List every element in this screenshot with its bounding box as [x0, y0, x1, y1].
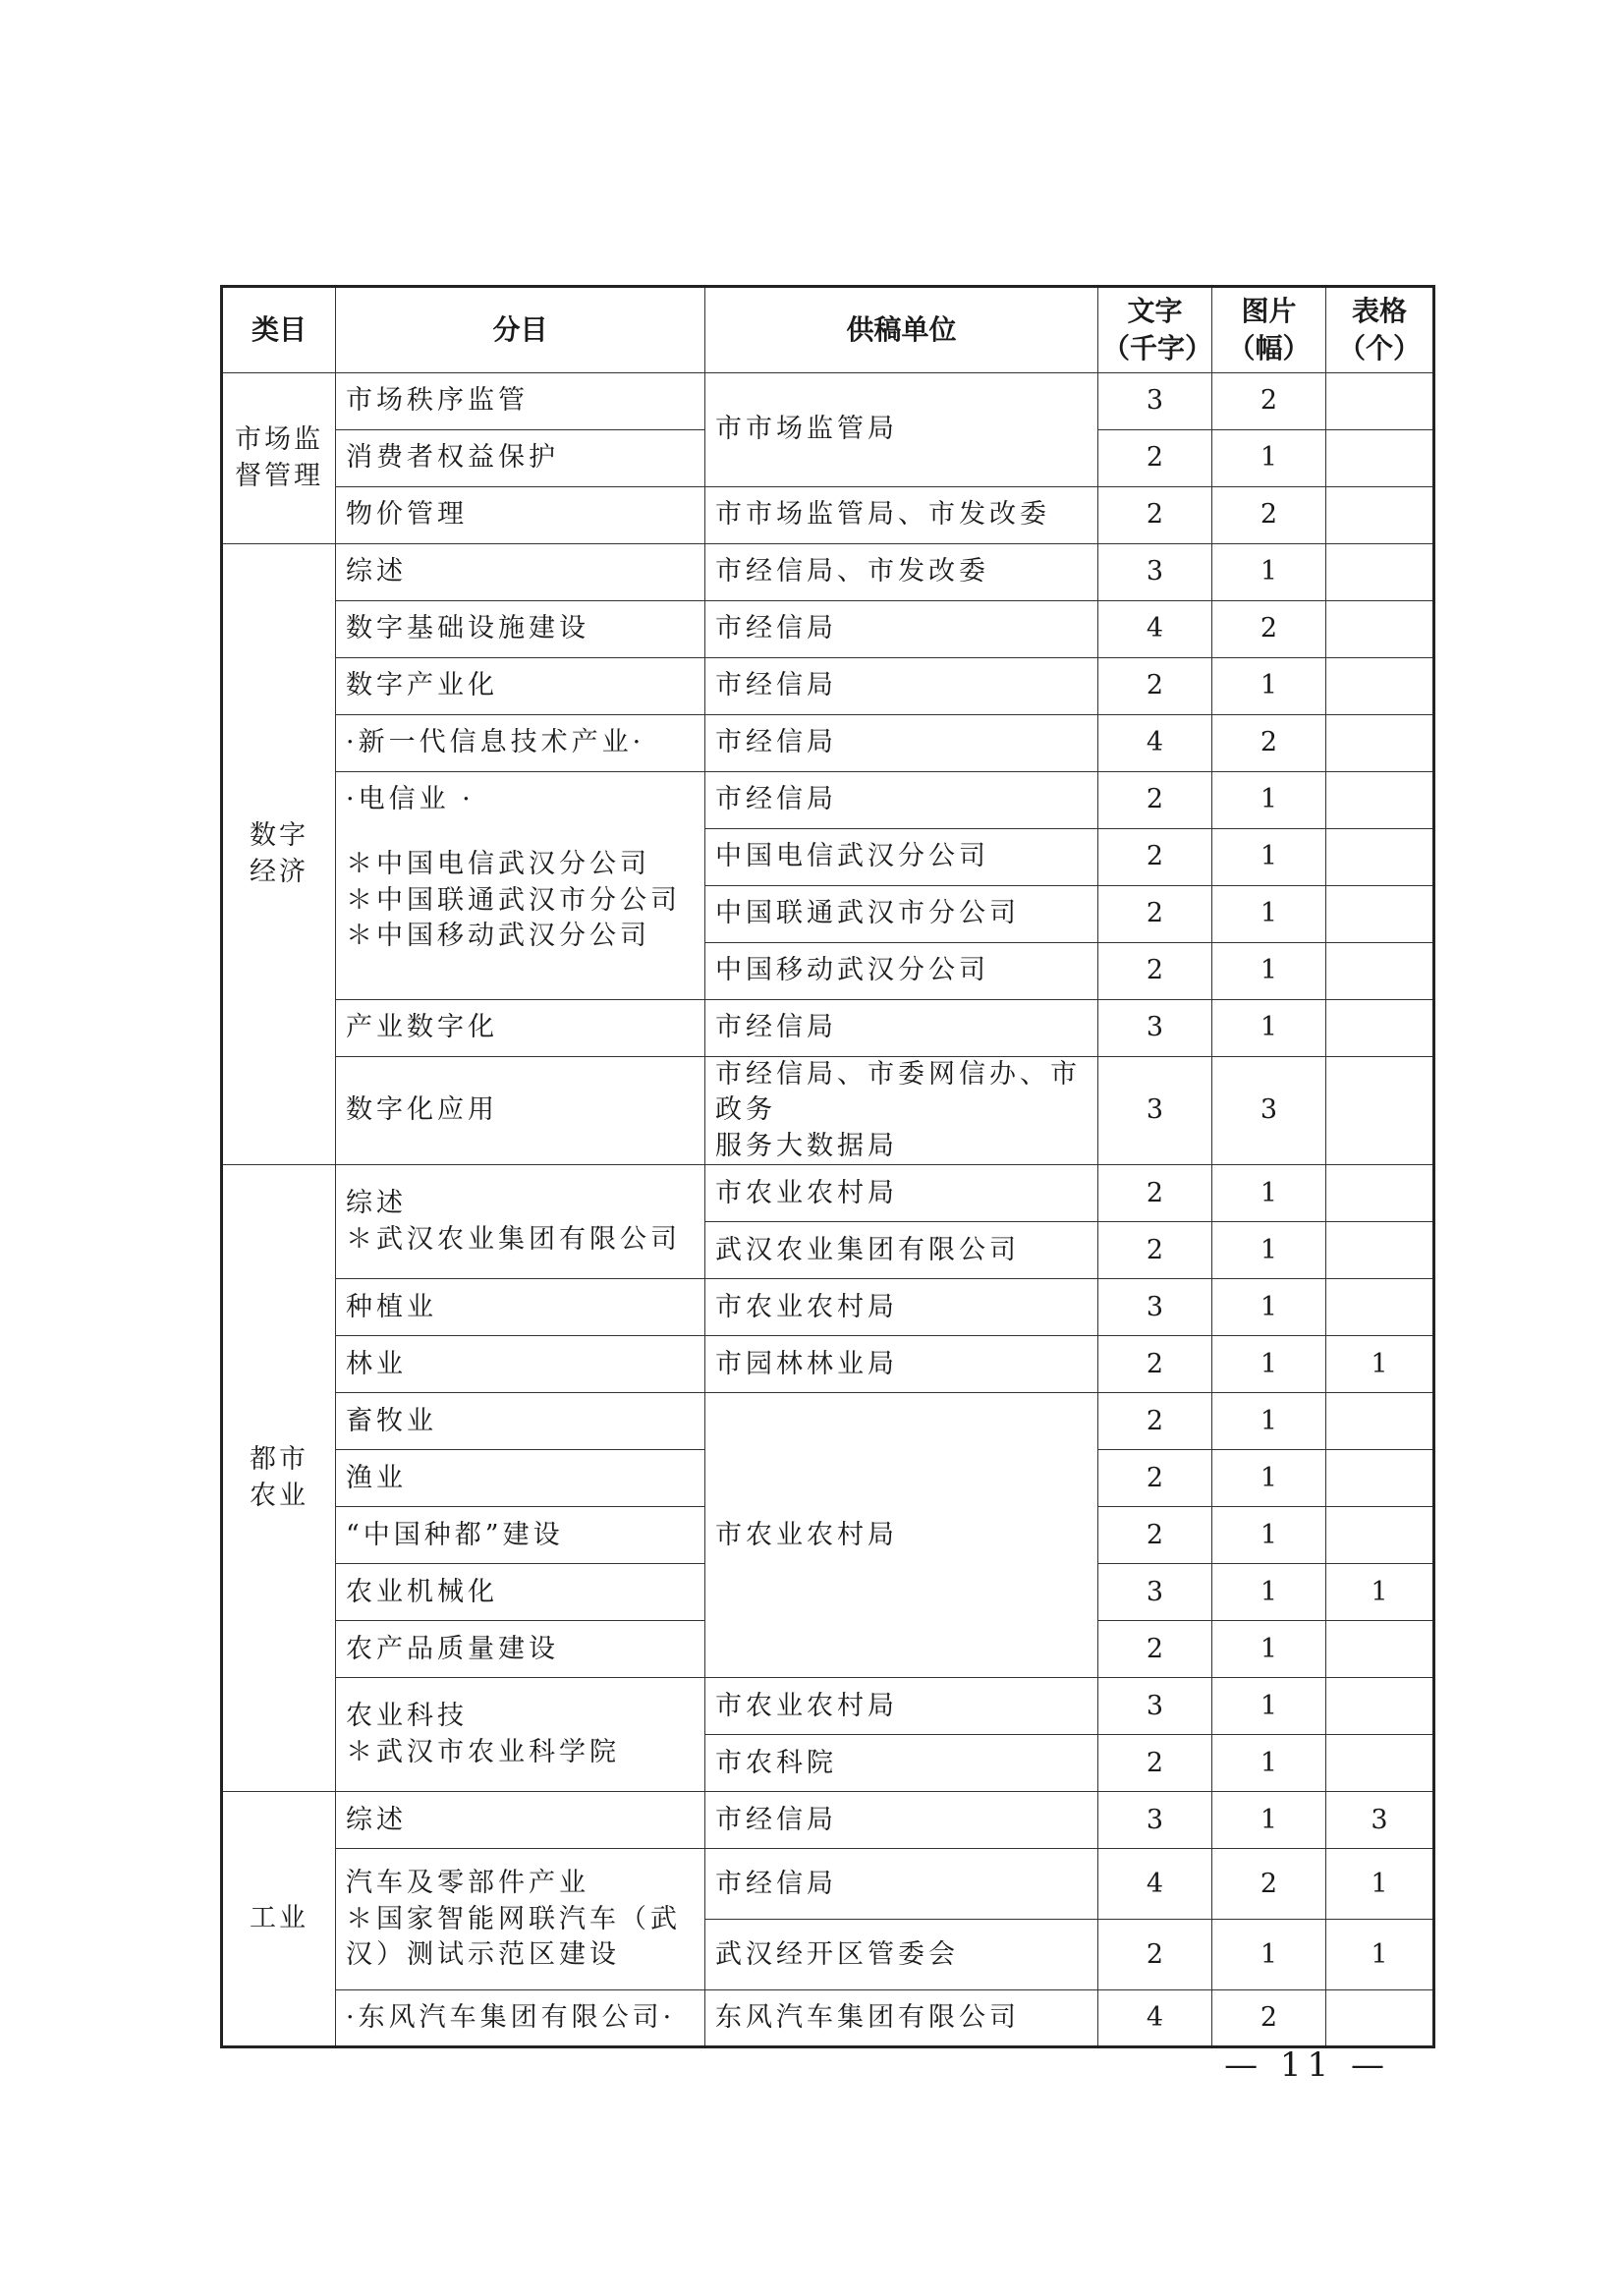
- unit-cell: 中国移动武汉分公司: [705, 943, 1098, 1000]
- header-text-line2: （千字）: [1102, 332, 1213, 364]
- unit-cell: 市农科院: [705, 1735, 1098, 1792]
- subcategory-line: ＊武汉市农业科学院: [346, 1736, 620, 1767]
- table-count: [1326, 943, 1434, 1000]
- category-line: 农业: [250, 1480, 308, 1511]
- image-count: 1: [1212, 1336, 1326, 1393]
- subcategory-cell: 产业数字化: [336, 1000, 705, 1057]
- table-count: [1326, 1279, 1434, 1336]
- table-count: [1326, 1735, 1434, 1792]
- table-count: [1326, 1393, 1434, 1450]
- table-count: 1: [1326, 1336, 1434, 1393]
- header-unit: 供稿单位: [705, 287, 1098, 373]
- image-count: 1: [1212, 1222, 1326, 1279]
- subcategory-cell: 渔业: [336, 1450, 705, 1507]
- table-row: [222, 715, 1434, 772]
- header-images-line2: （幅）: [1227, 332, 1311, 364]
- table-row: [222, 544, 1434, 601]
- unit-cell: 市市场监管局: [705, 373, 1098, 487]
- image-count: 2: [1212, 1849, 1326, 1920]
- image-count: 1: [1212, 1792, 1326, 1849]
- table-count: [1326, 373, 1434, 430]
- category-line: 都市: [250, 1444, 308, 1476]
- text-count: 2: [1098, 1735, 1212, 1792]
- table-count: [1326, 1222, 1434, 1279]
- header-subcategory: 分目: [336, 287, 705, 373]
- header-tables-line1: 表格: [1351, 295, 1407, 328]
- image-count: 1: [1212, 658, 1326, 715]
- table-row: [222, 1279, 1434, 1336]
- text-count: 2: [1098, 1393, 1212, 1450]
- image-count: 1: [1212, 886, 1326, 943]
- subcategory-line: ＊中国联通武汉市分公司: [346, 884, 681, 916]
- image-count: 1: [1212, 1450, 1326, 1507]
- image-count: 1: [1212, 1279, 1326, 1336]
- table-count: [1326, 886, 1434, 943]
- unit-cell: 市农业农村局: [705, 1165, 1098, 1222]
- text-count: 2: [1098, 829, 1212, 886]
- image-count: 2: [1212, 1990, 1326, 2047]
- subcategory-cell: 数字基础设施建设: [336, 601, 705, 658]
- text-count: 3: [1098, 1057, 1212, 1165]
- text-count: 2: [1098, 430, 1212, 487]
- unit-cell: 市农业农村局: [705, 1279, 1098, 1336]
- subcategory-cell: 种植业: [336, 1279, 705, 1336]
- header-images: [1212, 287, 1326, 373]
- table-count: [1326, 1621, 1434, 1678]
- image-count: 1: [1212, 1507, 1326, 1564]
- subcategory-cell: ·东风汽车集团有限公司·: [336, 1990, 705, 2047]
- table-row: [222, 1165, 1434, 1222]
- unit-line: 服务大数据局: [715, 1130, 898, 1161]
- table-count: [1326, 1678, 1434, 1735]
- unit-cell: 市经信局、市发改委: [705, 544, 1098, 601]
- subcategory-cell: [336, 772, 705, 1000]
- subcategory-line: 农业科技: [346, 1701, 468, 1732]
- page-number: — 11 —: [1224, 2045, 1390, 2085]
- subcategory-cell: 数字化应用: [336, 1057, 705, 1165]
- image-count: 2: [1212, 373, 1326, 430]
- unit-cell: 市市场监管局、市发改委: [705, 487, 1098, 544]
- image-count: 1: [1212, 829, 1326, 886]
- unit-cell: 市经信局: [705, 1849, 1098, 1920]
- image-count: 1: [1212, 1621, 1326, 1678]
- image-count: 2: [1212, 715, 1326, 772]
- subcategory-cell: 消费者权益保护: [336, 430, 705, 487]
- header-text-line1: 文字: [1127, 295, 1183, 328]
- subcategory-line: ·电信业 ·: [346, 784, 475, 814]
- header-tables-line2: （个）: [1337, 332, 1421, 364]
- image-count: 1: [1212, 772, 1326, 829]
- table-count: [1326, 1507, 1434, 1564]
- unit-cell: 市经信局: [705, 601, 1098, 658]
- text-count: 3: [1098, 1279, 1212, 1336]
- text-count: 2: [1098, 487, 1212, 544]
- text-count: 3: [1098, 1792, 1212, 1849]
- unit-cell: 市经信局: [705, 715, 1098, 772]
- table-count: [1326, 1165, 1434, 1222]
- subcategory-cell: [336, 1678, 705, 1792]
- table-count: [1326, 715, 1434, 772]
- text-count: 4: [1098, 1849, 1212, 1920]
- category-cell: 工业: [222, 1792, 336, 2047]
- text-count: 2: [1098, 1450, 1212, 1507]
- table-row: [222, 658, 1434, 715]
- unit-line: 市经信局、市委网信办、市政务: [715, 1059, 1081, 1126]
- subcategory-cell: 林业: [336, 1336, 705, 1393]
- text-count: 2: [1098, 658, 1212, 715]
- category-line: 经济: [250, 856, 308, 887]
- image-count: 1: [1212, 1564, 1326, 1621]
- subcategory-line: 综述: [346, 1188, 407, 1219]
- category-cell: [222, 1165, 336, 1792]
- unit-cell: 市经信局: [705, 1792, 1098, 1849]
- unit-cell: 市经信局: [705, 772, 1098, 829]
- text-count: 2: [1098, 1165, 1212, 1222]
- subcategory-cell: [336, 1849, 705, 1990]
- text-count: 4: [1098, 601, 1212, 658]
- table-count: [1326, 1057, 1434, 1165]
- subcategory-line: ＊中国移动武汉分公司: [346, 921, 650, 952]
- text-count: 2: [1098, 1920, 1212, 1990]
- image-count: 1: [1212, 430, 1326, 487]
- unit-cell: 东风汽车集团有限公司: [705, 1990, 1098, 2047]
- header-row: [222, 287, 1434, 373]
- table-row: [222, 772, 1434, 829]
- table-row: [222, 601, 1434, 658]
- unit-cell: 武汉经开区管委会: [705, 1920, 1098, 1990]
- text-count: 4: [1098, 715, 1212, 772]
- subcategory-cell: 畜牧业: [336, 1393, 705, 1450]
- text-count: 2: [1098, 1222, 1212, 1279]
- table-row: [222, 1057, 1434, 1165]
- unit-cell: [705, 1057, 1098, 1165]
- text-count: 2: [1098, 886, 1212, 943]
- image-count: 1: [1212, 1393, 1326, 1450]
- text-count: 3: [1098, 373, 1212, 430]
- text-count: 2: [1098, 1507, 1212, 1564]
- image-count: 1: [1212, 1165, 1326, 1222]
- subcategory-line: ＊中国电信武汉分公司: [346, 849, 650, 880]
- image-count: 1: [1212, 544, 1326, 601]
- table-count: [1326, 430, 1434, 487]
- table-row: [222, 1678, 1434, 1735]
- table-count: 1: [1326, 1849, 1434, 1920]
- subcategory-cell: 数字产业化: [336, 658, 705, 715]
- subcategory-cell: 农产品质量建设: [336, 1621, 705, 1678]
- image-count: 1: [1212, 1735, 1326, 1792]
- text-count: 3: [1098, 544, 1212, 601]
- table-row: [222, 1393, 1434, 1450]
- table-row: [222, 1849, 1434, 1920]
- header-category: 类目: [222, 287, 336, 373]
- table-count: 1: [1326, 1564, 1434, 1621]
- header-images-line1: 图片: [1241, 295, 1297, 328]
- table-count: [1326, 829, 1434, 886]
- image-count: 3: [1212, 1057, 1326, 1165]
- table-row: [222, 373, 1434, 430]
- text-count: 3: [1098, 1000, 1212, 1057]
- table-count: 3: [1326, 1792, 1434, 1849]
- unit-cell: 中国联通武汉市分公司: [705, 886, 1098, 943]
- subcategory-cell: [336, 1165, 705, 1279]
- table-count: [1326, 544, 1434, 601]
- subcategory-line: ＊国家智能网联汽车（武: [346, 1903, 681, 1934]
- contribution-table: [220, 285, 1435, 2048]
- table-row: [222, 1792, 1434, 1849]
- table-count: [1326, 1990, 1434, 2047]
- unit-cell: 市农业农村局: [705, 1393, 1098, 1678]
- table-row: [222, 1336, 1434, 1393]
- subcategory-line: 汉）测试示范区建设: [346, 1939, 620, 1971]
- table-row: [222, 487, 1434, 544]
- table-row: [222, 1000, 1434, 1057]
- image-count: 1: [1212, 1678, 1326, 1735]
- image-count: 1: [1212, 1000, 1326, 1057]
- subcategory-cell: ·新一代信息技术产业·: [336, 715, 705, 772]
- subcategory-cell: 综述: [336, 1792, 705, 1849]
- table-count: [1326, 1450, 1434, 1507]
- table-count: [1326, 601, 1434, 658]
- table-count: [1326, 772, 1434, 829]
- subcategory-cell: 综述: [336, 544, 705, 601]
- unit-cell: 中国电信武汉分公司: [705, 829, 1098, 886]
- text-count: 3: [1098, 1678, 1212, 1735]
- image-count: 2: [1212, 487, 1326, 544]
- category-line: 市场监: [235, 424, 323, 456]
- header-tables: [1326, 287, 1434, 373]
- text-count: 3: [1098, 1564, 1212, 1621]
- unit-cell: 市经信局: [705, 1000, 1098, 1057]
- text-count: 2: [1098, 1621, 1212, 1678]
- table-count: [1326, 1000, 1434, 1057]
- unit-cell: 市经信局: [705, 658, 1098, 715]
- table-row: [222, 1990, 1434, 2047]
- subcategory-cell: 物价管理: [336, 487, 705, 544]
- text-count: 2: [1098, 943, 1212, 1000]
- text-count: 2: [1098, 1336, 1212, 1393]
- table-count: 1: [1326, 1920, 1434, 1990]
- text-count: 2: [1098, 772, 1212, 829]
- subcategory-line: 汽车及零部件产业: [346, 1868, 589, 1899]
- image-count: 1: [1212, 943, 1326, 1000]
- header-text: [1098, 287, 1212, 373]
- subcategory-line: ＊武汉农业集团有限公司: [346, 1223, 681, 1255]
- table-count: [1326, 658, 1434, 715]
- unit-cell: 武汉农业集团有限公司: [705, 1222, 1098, 1279]
- category-cell: [222, 373, 336, 544]
- image-count: 2: [1212, 601, 1326, 658]
- subcategory-cell: 农业机械化: [336, 1564, 705, 1621]
- subcategory-cell: “中国种都”建设: [336, 1507, 705, 1564]
- category-line: 督管理: [235, 460, 323, 491]
- text-count: 4: [1098, 1990, 1212, 2047]
- unit-cell: 市园林林业局: [705, 1336, 1098, 1393]
- subcategory-cell: 市场秩序监管: [336, 373, 705, 430]
- category-cell: [222, 544, 336, 1165]
- category-line: 数字: [250, 820, 308, 852]
- image-count: 1: [1212, 1920, 1326, 1990]
- table-count: [1326, 487, 1434, 544]
- unit-cell: 市农业农村局: [705, 1678, 1098, 1735]
